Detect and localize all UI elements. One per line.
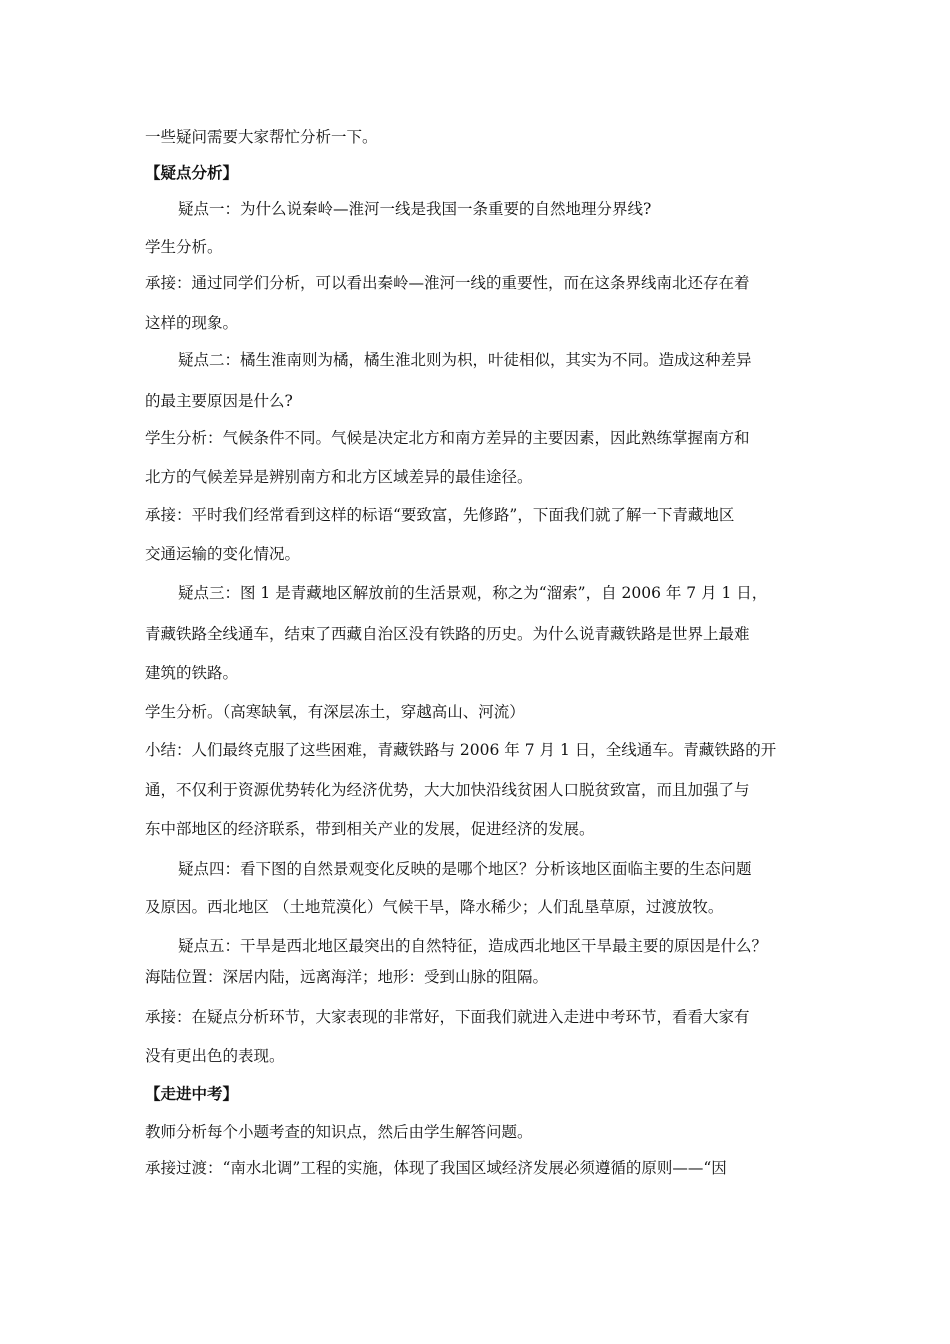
question-line: 疑点一：为什么说秦岭—淮河一线是我国一条重要的自然地理分界线? — [178, 200, 652, 218]
text-line: 小结：人们最终克服了这些困难，青藏铁路与 2006 年 7 月 1 日，全线通车。青藏铁路的开 — [145, 741, 777, 759]
text-line: 一些疑问需要大家帮忙分析一下。 — [145, 128, 378, 146]
question-line: 疑点五：干旱是西北地区最突出的自然特征，造成西北地区干旱最主要的原因是什么？ — [178, 937, 768, 955]
text-line: 这样的现象。 — [145, 314, 239, 332]
question-line: 疑点二：橘生淮南则为橘，橘生淮北则为枳，叶徒相似，其实为不同。造成这种差异 — [178, 351, 752, 369]
question-line: 疑点四：看下图的自然景观变化反映的是哪个地区？分析该地区面临主要的生态问题 — [178, 860, 752, 878]
question-line: 疑点三：图 1 是青藏地区解放前的生活景观，称之为“溜索”，自 2006 年 7 月 1 日， — [178, 584, 768, 602]
text-line: 及原因。西北地区 （土地荒漠化）气候干旱，降水稀少；人们乱垦草原，过渡放牧。 — [145, 898, 724, 916]
section-heading: 【疑点分析】 — [145, 164, 239, 182]
text-line: 承接过渡：“南水北调”工程的实施，体现了我国区域经济发展必须遵循的原则——“因 — [145, 1159, 727, 1177]
text-line: 教师分析每个小题考查的知识点，然后由学生解答问题。 — [145, 1123, 533, 1141]
text-line: 学生分析：气候条件不同。气候是决定北方和南方差异的主要因素，因此熟练掌握南方和 — [145, 429, 750, 447]
text-line: 学生分析。（高寒缺氧，有深层冻土，穿越高山、河流） — [145, 703, 525, 721]
text-line: 交通运输的变化情况。 — [145, 545, 301, 563]
text-line: 海陆位置：深居内陆，远离海洋；地形：受到山脉的阻隔。 — [145, 968, 549, 986]
text-line: 承接：在疑点分析环节，大家表现的非常好，下面我们就进入走进中考环节，看看大家有 — [145, 1008, 750, 1026]
text-line: 北方的气候差异是辨别南方和北方区域差异的最佳途径。 — [145, 468, 533, 486]
text-line: 东中部地区的经济联系，带到相关产业的发展，促进经济的发展。 — [145, 820, 595, 838]
text-line: 的最主要原因是什么? — [145, 392, 293, 410]
text-line: 通，不仅利于资源优势转化为经济优势，大大加快沿线贫困人口脱贫致富，而且加强了与 — [145, 781, 750, 799]
section-heading: 【走进中考】 — [145, 1085, 239, 1103]
text-line: 承接：通过同学们分析，可以看出秦岭—淮河一线的重要性，而在这条界线南北还存在着 — [145, 274, 750, 292]
text-line: 没有更出色的表现。 — [145, 1047, 285, 1065]
text-line: 建筑的铁路。 — [145, 664, 239, 682]
text-line: 青藏铁路全线通车，结束了西藏自治区没有铁路的历史。为什么说青藏铁路是世界上最难 — [145, 625, 750, 643]
text-line: 学生分析。 — [145, 238, 223, 256]
text-line: 承接：平时我们经常看到这样的标语“要致富，先修路”，下面我们就了解一下青藏地区 — [145, 506, 735, 524]
